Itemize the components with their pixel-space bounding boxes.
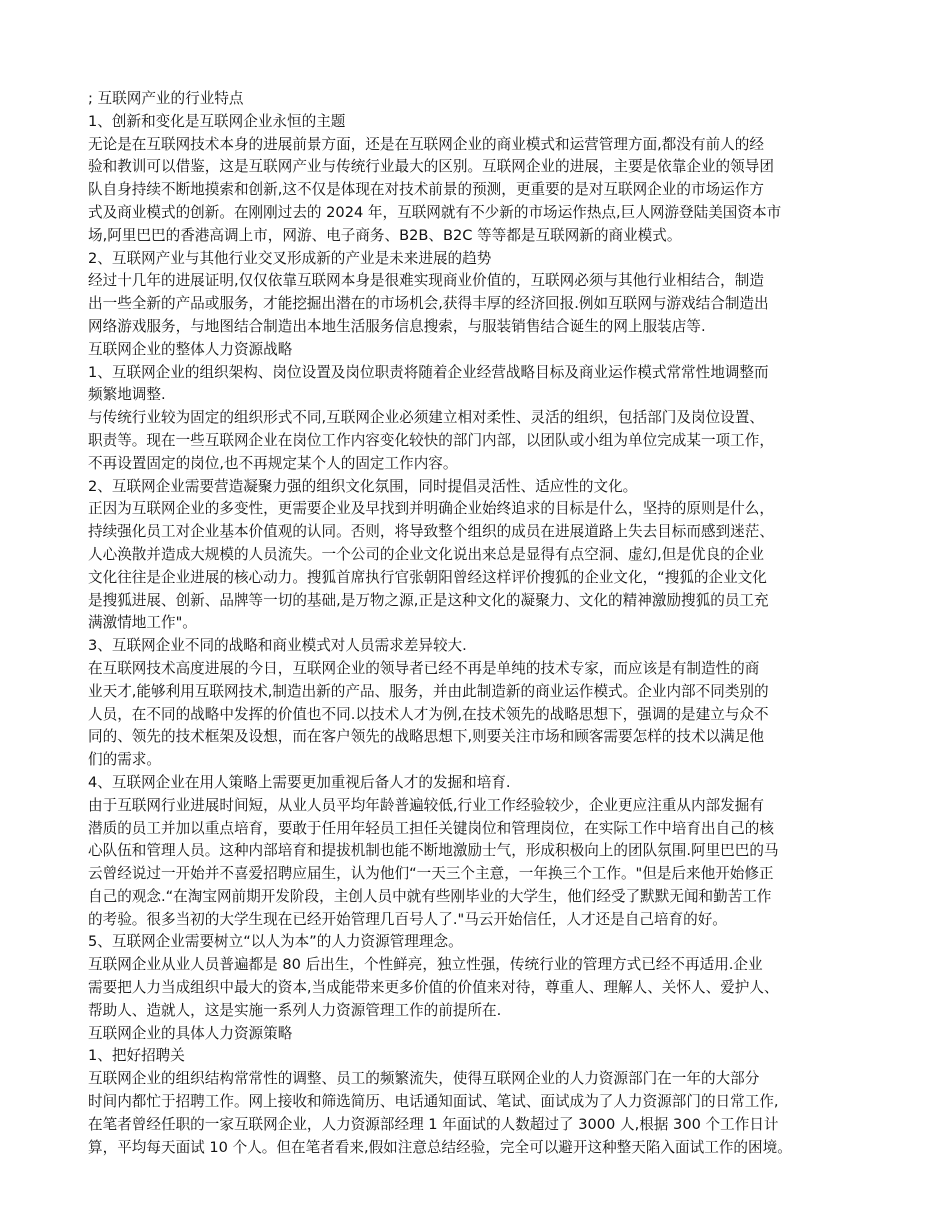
text-line: 持续强化员工对企业基本价值观的认同。否则，将导致整个组织的成员在进展道路上失去目标而感到迷茫、 xyxy=(88,523,774,541)
text-line: 正因为互联网企业的多变性，更需要企业及早找到并明确企业始终追求的目标是什么，坚持的原则是什么， xyxy=(88,500,774,518)
text-line: 满激情地工作"。 xyxy=(88,614,197,632)
document-body xyxy=(88,88,868,1159)
text-line: 在笔者曾经任职的一家互联网企业，人力资源部经理 1 年面试的人数超过了 3000 人,根据 300 个工作日计 xyxy=(88,1115,779,1133)
text-line: 的考验。很多当初的大学生现在已经开始管理几百号人了."马云开始信任，人才还是自己培育的好。 xyxy=(88,910,727,928)
text-line: 与传统行业较为固定的组织形式不同,互联网企业必须建立相对柔性、灵活的组织，包括部门及岗位设置、 xyxy=(88,409,764,427)
text-line: 3、互联网企业不同的战略和商业模式对人员需求差异较大. xyxy=(88,637,467,655)
text-line: 1、创新和变化是互联网企业永恒的主题 xyxy=(88,112,346,130)
text-line: 们的需求。 xyxy=(88,751,161,769)
text-line: 需要把人力当成组织中最大的资本,当成能带来更多价值的价值来对待，尊重人、理解人、关怀人、爱护人、 xyxy=(88,979,779,997)
text-line: 经过十几年的进展证明,仅仅依靠互联网本身是很难实现商业价值的，互联网必须与其他行业相结合，制造 xyxy=(88,272,764,290)
text-line: 2、互联网产业与其他行业交叉形成新的产业是未来进展的趋势 xyxy=(88,249,492,267)
text-line: 潜质的员工并加以重点培育，要敢于任用年轻员工担任关键岗位和管理岗位，在实际工作中培育出自己的核 xyxy=(88,819,774,837)
text-line: 队自身持续不断地摸索和创新,这不仅是体现在对技术前景的预测，更重要的是对互联网企业的市场运作方 xyxy=(88,181,764,199)
text-line: 互联网企业的组织结构常常性的调整、员工的频繁流失，使得互联网企业的人力资源部门在一年的大部分 xyxy=(88,1070,760,1088)
text-line: 帮助人、造就人，这是实施一系列人力资源管理工作的前提所在. xyxy=(88,1001,502,1019)
text-line: 时间内都忙于招聘工作。网上接收和筛选简历、电话通知面试、笔试、面试成为了人力资源部门的日常工作, xyxy=(88,1093,779,1111)
text-line: 互联网企业从业人员普遍都是 80 后出生，个性鲜亮，独立性强，传统行业的管理方式已经不再适用.企业 xyxy=(88,956,763,974)
text-line: 心队伍和管理人员。这种内部培育和提拔机制也能不断地激励士气，形成积极向上的团队氛围.阿里巴巴的马 xyxy=(88,842,779,860)
text-line: ; 互联网产业的行业特点 xyxy=(88,90,244,107)
text-line: 出一些全新的产品或服务，才能挖掘出潜在的市场机会,获得丰厚的经济回报.例如互联网与游戏结合制造出 xyxy=(88,295,769,313)
text-line: 文化往往是企业进展的核心动力。搜狐首席执行官张朝阳曾经这样评价搜狐的企业文化，“搜狐的企业文化 xyxy=(88,568,767,586)
text-line: 1、互联网企业的组织架构、岗位设置及岗位职责将随着企业经营战略目标及商业运作模式常常性地调整而 xyxy=(88,363,769,381)
text-line: 人心涣散并造成大规模的人员流失。一个公司的企业文化说出来总是显得有点空洞、虚幻,但是优良的企业 xyxy=(88,545,764,563)
text-line: 由于互联网行业进展时间短，从业人员平均年龄普遍较低,行业工作经验较少，企业更应注重从内部发掘有 xyxy=(88,796,764,814)
text-line: 算，平均每天面试 10 个人。但在笔者看来,假如注意总结经验，完全可以避开这种整天陷入面试工作的困境。 xyxy=(88,1138,792,1156)
text-line: 网络游戏服务，与地图结合制造出本地生活服务信息搜索，与服装销售结合诞生的网上服装店等. xyxy=(88,317,706,335)
text-line: 职责等。现在一些互联网企业在岗位工作内容变化较快的部门内部，以团队或小组为单位完成某一项工作， xyxy=(88,431,774,449)
text-line: 4、互联网企业在用人策略上需要更加重视后备人才的发掘和培育. xyxy=(88,773,511,791)
text-line: 1、把好招聘关 xyxy=(88,1047,185,1065)
text-line: 式及商业模式的创新。在刚刚过去的 2024 年，互联网就有不少新的市场运作热点,巨人网游登陆美国资本市 xyxy=(88,203,782,221)
text-line: 无论是在互联网技术本身的进展前景方面，还是在互联网企业的商业模式和运营管理方面,都没有前人的经 xyxy=(88,135,764,153)
text-line: 验和教训可以借鉴，这是互联网产业与传统行业最大的区别。互联网企业的进展，主要是依靠企业的领导团 xyxy=(88,158,774,176)
text-line: 是搜狐进展、创新、品牌等一切的基础,是万物之源,正是这种文化的凝聚力、文化的精神激励搜狐的员工充 xyxy=(88,591,769,609)
text-line: 场,阿里巴巴的香港高调上市，网游、电子商务、B2B、B2C 等等都是互联网新的商业模式。 xyxy=(88,226,682,244)
text-line: 2、互联网企业需要营造凝聚力强的组织文化氛围，同时提倡灵活性、适应性的文化。 xyxy=(88,477,638,495)
text-line: 5、互联网企业需要树立“以人为本”的人力资源管理理念。 xyxy=(88,933,463,951)
text-line: 频繁地调整. xyxy=(88,386,166,404)
text-line: 业天才,能够利用互联网技术,制造出新的产品、服务，并由此制造新的商业运作模式。企业内部不同类别的 xyxy=(88,682,769,700)
text-line: 人员，在不同的战略中发挥的价值也不同.以技术人才为例,在技术领先的战略思想下，强调的是建立与众不 xyxy=(88,705,769,723)
text-line: 互联网企业的整体人力资源战略 xyxy=(88,340,293,358)
text-line: 自己的观念.“在淘宝网前期开发阶段，主创人员中就有些刚毕业的大学生，他们经受了默默无闻和勤苦工作 xyxy=(88,887,772,905)
text-line: 同的、领先的技术框架及设想，而在客户领先的战略思想下,则要关注市场和顾客需要怎样的技术以满足他 xyxy=(88,728,764,746)
text-line: 不再设置固定的岗位,也不再规定某个人的固定工作内容。 xyxy=(88,454,458,472)
text-line: 在互联网技术高度进展的今日，互联网企业的领导者已经不再是单纯的技术专家，而应该是有制造性的商 xyxy=(88,659,760,677)
text-line: 互联网企业的具体人力资源策略 xyxy=(88,1024,293,1042)
text-line: 云曾经说过一开始并不喜爱招聘应届生，认为他们“一天三个主意，一年换三个工作。"但是后来他开始修正 xyxy=(88,865,774,883)
